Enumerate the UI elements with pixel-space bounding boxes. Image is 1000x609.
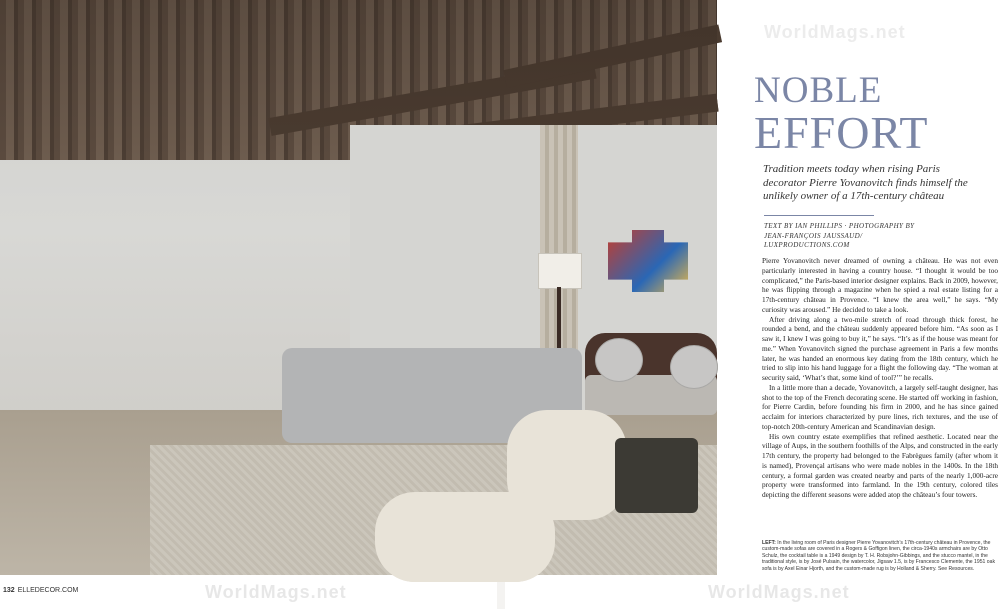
- body-paragraph: His own country estate exemplifies that refined aesthetic. Located near the village of Aups, in the southern foothills of the Alps, and constructed in the early 17th century, the property had belonged to the Fabrègues family (after whom it is named), Provençal artisans who were made nobles in the 1400s. In the 18th century, a formal garden was created nearby and parts of the nearly 1,000-acre property were transformed into farmland. In the 19th century, colored tiles depicting the different seasons were added atop the château’s four towers.: [762, 431, 998, 499]
- armchair-foreground: [375, 492, 555, 582]
- article-column: [708, 0, 1000, 609]
- credits-line: LUXPRODUCTIONS.COM: [764, 241, 850, 249]
- divider-rule: [764, 215, 874, 216]
- byline-credits: [764, 222, 989, 251]
- body-paragraph: After driving along a two-mile stretch of road through thick forest, he rounded a bend, and the château suddenly appeared before him. “As soon as I saw it, I knew I was going to buy it,” he says. “It’s as if the house was meant for me.” When Yovanovitch signed the purchase agreement in Paris a few months later, he was handed an enormous key dating from the 18th century, which he tried to slip into his hand luggage for a flight the following day. “The woman at security said, ‘What’s that, some kind of tool?’” he recalls.: [762, 314, 998, 382]
- round-pillow: [670, 345, 718, 389]
- stone-side-table: [615, 438, 698, 513]
- body-paragraph: Pierre Yovanovitch never dreamed of owning a château. He was not even particularly interested in having a country house. “I thought it would be too complicated,” the Paris-based interior designer explains. Back in 2009, however, he was flipping through a magazine when he spied a real estate listing for a 17th-century château in Provence. “I knew the area well,” he says. “My curiosity was aroused.” He decided to take a look.: [762, 256, 998, 314]
- folio-site: ELLEDECOR.COM: [17, 587, 79, 594]
- caption-lead: LEFT:: [762, 540, 776, 546]
- photo-caption: [762, 540, 998, 572]
- article-dek: Tradition meets today when rising Paris decorator Pierre Yovanovitch finds himself the unlikely owner of a 17th-century château: [763, 163, 968, 202]
- page-folio: [3, 587, 78, 594]
- page-number: 132: [3, 587, 15, 594]
- watermark-bottom-right: WorldMags.net: [708, 582, 850, 602]
- watermark-bottom-left: WorldMags.net: [205, 582, 347, 602]
- credits-line: JEAN-FRANÇOIS JAUSSAUD/: [764, 231, 863, 240]
- article-body: [762, 256, 998, 500]
- watermark-top: WorldMags.net: [764, 22, 906, 42]
- caption-text: In the living room of Paris designer Pierre Yovanovitch’s 17th-century château in Provence, the custom-made sofas are covered in a Rogers & Goffigon linen, the circa-1940s armchairs are by Otto Schulz, the cocktail table is a 1949 design by T. H. Robsjohn-Gibbings, and the stucco mantel, in the traditional style, is by José Pulsain, the watercolor, Jigsaw 1.5, is by Francesco Clemente, the 1951 oak sofa is by Axel Einar Hjorth, and the custom-made rug is by Holland & Sherry. See Resources.: [762, 540, 996, 572]
- body-paragraph: In a little more than a decade, Yovanovitch, a largely self-taught designer, has shot to the top of the French decorating scene. He started off working in fashion, for Pierre Cardin, before founding his firm in 2000, and he has since gained acclaim for interiors characterized by pure lines, rich textures, and the use of top-notch 20th-century American and Scandinavian design.: [762, 382, 998, 431]
- living-room-photo-right: [505, 0, 717, 575]
- headline-line-1: NOBLE: [754, 70, 883, 111]
- floor-lamp-shade: [538, 253, 582, 289]
- round-pillow: [595, 338, 643, 382]
- headline-line-2: EFFORT: [754, 107, 929, 158]
- credits-line: TEXT BY IAN PHILLIPS · PHOTOGRAPHY BY: [764, 222, 915, 230]
